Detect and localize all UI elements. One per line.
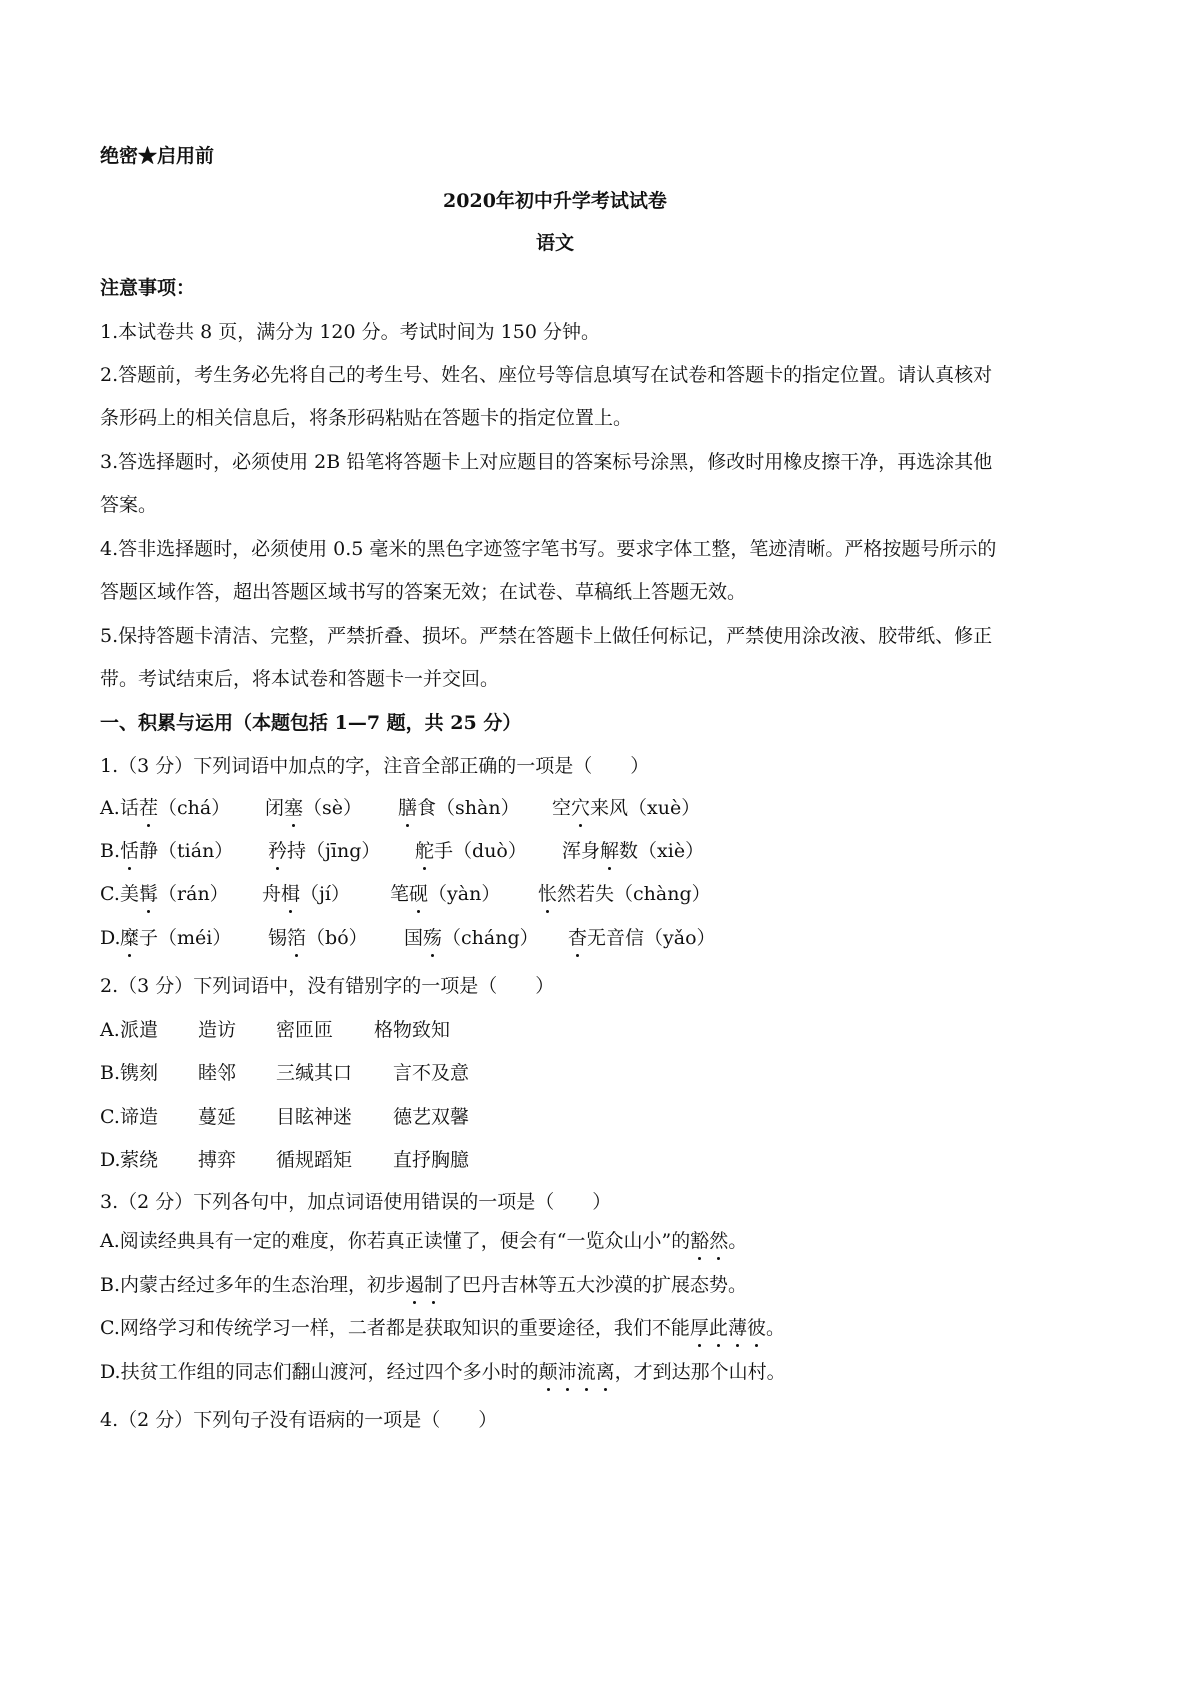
- exam-title: 2020年初中升学考试试卷: [443, 190, 667, 212]
- word-item: 格物致知: [374, 1019, 451, 1041]
- option-label: C.: [100, 883, 120, 905]
- word-item: 国殇（cháng）: [404, 927, 539, 949]
- dotted-char: 杳: [568, 927, 588, 949]
- notes-heading: 注意事项：: [100, 277, 196, 299]
- question-2-stem: 2.（3 分）下列词语中，没有错别字的一项是（ ）: [100, 975, 555, 997]
- q3-option-d: D.扶贫工作组的同志们翻山渡河，经过四个多小时的颠沛流离，才到达那个山村。: [100, 1361, 786, 1383]
- word-item: 直抒胸臆: [393, 1149, 470, 1171]
- option-label: A.: [100, 1019, 120, 1041]
- secret-label: 绝密★启用前: [100, 145, 215, 167]
- q3-option-c: C.网络学习和传统学习一样，二者都是获取知识的重要途径，我们不能厚此薄彼。: [100, 1317, 785, 1339]
- word-item: 舟楫（jí）: [262, 883, 350, 905]
- dotted-phrase: 遏制: [405, 1274, 444, 1296]
- word-item: 循规蹈矩: [276, 1149, 353, 1171]
- word-item: 膳食（shàn）: [398, 797, 520, 819]
- subject-title: 语文: [535, 232, 574, 254]
- dotted-phrase: 豁然: [690, 1230, 729, 1252]
- word-item: 浑身解数（xiè）: [562, 840, 705, 862]
- note-4-line-1: 4.答非选择题时，必须使用 0.5 毫米的黑色字迹签字笔书写。要求字体工整，笔迹清晰。严格按题号所示的: [100, 538, 997, 560]
- question-1-stem: 1.（3 分）下列词语中加点的字，注音全部正确的一项是（ ）: [100, 755, 650, 777]
- note-2-line-1: 2.答题前，考生务必先将自己的考生号、姓名、座位号等信息填写在试卷和答题卡的指定位置。请认真核对: [100, 364, 993, 386]
- word-item: 怅然若失（chàng）: [538, 883, 711, 905]
- question-4-stem: 4.（2 分）下列句子没有语病的一项是（ ）: [100, 1409, 498, 1431]
- word-item: 美髯（rán）: [120, 883, 229, 905]
- word-item: 空穴来风（xuè）: [552, 797, 701, 819]
- word-item: 三缄其口: [276, 1062, 353, 1084]
- option-label: B.: [100, 1062, 121, 1084]
- word-item: 派遣: [120, 1019, 159, 1041]
- dotted-char: 殇: [423, 927, 443, 949]
- option-label: D.: [100, 927, 121, 949]
- dotted-char: 恬: [120, 840, 140, 862]
- dotted-char: 舵: [415, 840, 435, 862]
- option-label: A.: [100, 797, 120, 819]
- word-item: 言不及意: [393, 1062, 470, 1084]
- word-item: 锡箔（bó）: [268, 927, 368, 949]
- word-item: 镌刻: [120, 1062, 159, 1084]
- dotted-char: 解: [600, 840, 620, 862]
- note-2-line-2: 条形码上的相关信息后，将条形码粘贴在答题卡的指定位置上。: [100, 407, 633, 429]
- word-item: 恬静（tián）: [120, 840, 234, 862]
- word-item: 矜持（jīng）: [268, 840, 381, 862]
- dotted-char: 茬: [139, 797, 159, 819]
- dotted-char: 穴: [571, 797, 591, 819]
- word-item: 睦邻: [198, 1062, 237, 1084]
- dotted-char: 塞: [284, 797, 304, 819]
- word-item: 德艺双馨: [393, 1106, 470, 1128]
- dotted-char: 箔: [287, 927, 307, 949]
- dotted-char: 砚: [409, 883, 429, 905]
- dotted-char: 糜: [120, 927, 140, 949]
- section-1-heading: 一、积累与运用（本题包括 1—7 题，共 25 分）: [100, 712, 522, 734]
- option-label: C.: [100, 1106, 120, 1128]
- option-label: B.: [100, 840, 121, 862]
- option-label: D.: [100, 1149, 121, 1171]
- note-5-line-2: 带。考试结束后，将本试卷和答题卡一并交回。: [100, 668, 500, 690]
- word-item: 笔砚（yàn）: [390, 883, 501, 905]
- word-item: 密匝匝: [276, 1019, 334, 1041]
- word-item: 闭塞（sè）: [265, 797, 363, 819]
- q3-option-b: B.内蒙古经过多年的生态治理，初步遏制了巴丹吉林等五大沙漠的扩展态势。: [100, 1274, 748, 1296]
- dotted-char: 髯: [139, 883, 159, 905]
- word-item: 搏弈: [198, 1149, 237, 1171]
- dotted-char: 怅: [538, 883, 558, 905]
- note-5-line-1: 5.保持答题卡清洁、完整，严禁折叠、损坏。严禁在答题卡上做任何标记，严禁使用涂改液、胶带纸、修正: [100, 625, 993, 647]
- word-item: 目眩神迷: [276, 1106, 353, 1128]
- word-item: 造访: [198, 1019, 237, 1041]
- question-3-stem: 3.（2 分）下列各句中，加点词语使用错误的一项是（ ）: [100, 1191, 612, 1213]
- word-item: 舵手（duò）: [415, 840, 527, 862]
- note-3-line-1: 3.答选择题时，必须使用 2B 铅笔将答题卡上对应题目的答案标号涂黑，修改时用橡皮擦干净，再选涂其他: [100, 451, 993, 473]
- word-item: 话茬（chá）: [120, 797, 231, 819]
- word-item: 萦绕: [120, 1149, 159, 1171]
- q3-option-a: A.阅读经典具有一定的难度，你若真正读懂了，便会有“一览众山小”的豁然。: [100, 1230, 748, 1252]
- dotted-phrase: 厚此薄彼: [689, 1317, 766, 1339]
- dotted-char: 膳: [398, 797, 418, 819]
- word-item: 糜子（méi）: [120, 927, 232, 949]
- note-3-line-2: 答案。: [100, 494, 158, 516]
- note-1: 1.本试卷共 8 页，满分为 120 分。考试时间为 150 分钟。: [100, 321, 600, 343]
- word-item: 谛造: [120, 1106, 159, 1128]
- dotted-phrase: 颠沛流离: [538, 1361, 615, 1383]
- dotted-char: 矜: [268, 840, 288, 862]
- note-4-line-2: 答题区域作答，超出答题区域书写的答案无效；在试卷、草稿纸上答题无效。: [100, 581, 747, 603]
- word-item: 蔓延: [198, 1106, 237, 1128]
- word-item: 杳无音信（yǎo）: [568, 927, 716, 949]
- dotted-char: 楫: [281, 883, 301, 905]
